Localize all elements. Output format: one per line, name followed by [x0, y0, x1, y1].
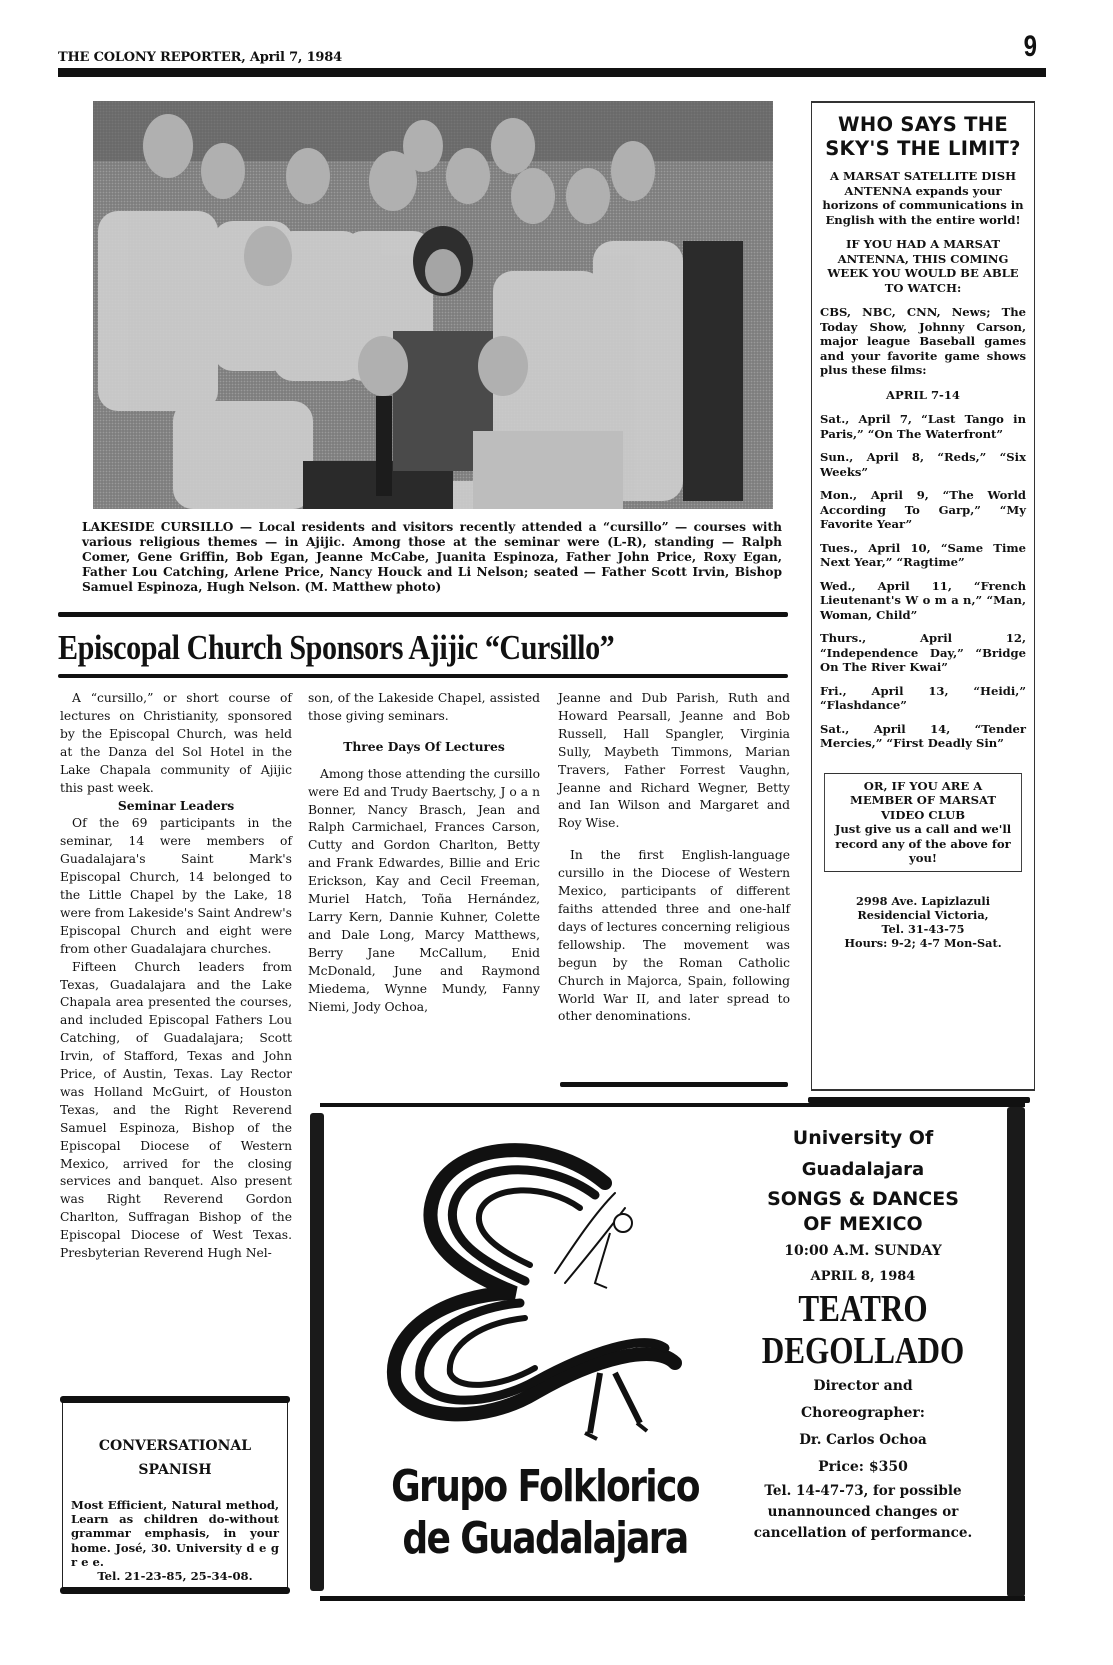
article-paragraph: In the first English-language cursillo in the Diocese of Western Mexico, participants of different faiths attended three and one-half days of lectures concerning religious fellowship. The movement was begun by the Roman Catholic Church in Majorca, Spain, following World War II, and later spread to other denominations. — [558, 848, 790, 1024]
marsat-address-line: 2998 Ave. Lapizlazuli — [856, 893, 990, 908]
marsat-pitch: IF YOU HAD A MARSAT ANTENNA, THIS COMING WEEK YOU WOULD BE ABLE TO WATCH: — [827, 237, 1019, 295]
film-listing: Mon., April 9, “The World According To Garp,” “My Favorite Year” — [820, 488, 1026, 531]
ad-date: APRIL 8, 1984 — [810, 1269, 916, 1284]
masthead-title: THE COLONY REPORTER, April 7, 1984 — [58, 50, 342, 65]
film-listing: Fri., April 13, “Heidi,” “Flashdance” — [820, 683, 1026, 712]
film-listing: Wed., April 11, “French Lieutenant's W o m a n,” “Man, Woman, Child” — [820, 578, 1026, 622]
spanish-ad-phone: Tel. 21-23-85, 25-34-08. — [97, 1569, 253, 1584]
video-club-text: Just give us a call and we'll record any of the above for you! — [834, 822, 1012, 865]
marsat-address-line: Residencial Victoria, — [857, 907, 989, 922]
spanish-ad-text: Most Efficient, Natural method, Learn as children do-without grammar emphasis, in your home. José, 30. University d e g r e e. — [71, 1498, 279, 1569]
headline-rule — [58, 674, 788, 678]
article-column-3 — [558, 690, 790, 1026]
ad-line: SONGS & DANCES — [767, 1188, 959, 1210]
ad-venue: TEATRO — [798, 1288, 928, 1330]
film-listing: Sun., April 8, “Reds,” “Six Weeks” — [820, 450, 1026, 479]
folklorico-ad — [305, 1103, 1045, 1601]
ad-border-bottom — [320, 1596, 1025, 1601]
ad-border-top — [320, 1103, 1025, 1107]
video-club-box — [824, 773, 1022, 872]
article-paragraph: Among those attending the cursillo were Ed and Trudy Baertschy, J o a n Bonner, Nancy Brasch, Jean and Ralph Carmichael, Frances Carson, Cutty and Gordon Charlton, Betty and Frank Edwardes, Billie and Eric Erickson, Kay and Cecil Freeman, Muriel Hatch, Toña Hernández, Larry Kern, Dannie Kuhner, Colette and Dale Long, Marcy Matthews, Berry Jane McCallum, Enid McDonald, June and Raymond Miedema, Wynne Mundy, Fanny Niemi, Jody Ochoa, — [308, 766, 540, 1014]
spanish-ad-title: CONVERSATIONAL SPANISH — [98, 1438, 252, 1478]
group-photo-image — [93, 101, 773, 509]
ad-director: Dr. Carlos Ochoa — [799, 1432, 927, 1448]
marsat-hours: Hours: 9-2; 4-7 Mon-Sat. — [844, 935, 1002, 950]
logo-line: Grupo Folklorico — [391, 1461, 699, 1512]
ad-line: Guadalajara — [801, 1159, 925, 1180]
logo-line: de Guadalajara — [402, 1513, 688, 1564]
spanish-ad-body — [71, 1498, 279, 1583]
ad-line: cancellation of performance. — [753, 1525, 973, 1541]
ad-border-top — [60, 1396, 290, 1403]
marsat-date-range: APRIL 7-14 — [886, 387, 960, 402]
marsat-ad — [811, 101, 1035, 1091]
ad-time: 10:00 A.M. SUNDAY — [784, 1243, 942, 1259]
ad-line: unannounced changes or — [767, 1504, 959, 1520]
column-end-rule — [560, 1082, 788, 1087]
ad-line: Choreographer: — [801, 1405, 925, 1421]
ad-venue: DEGOLLADO — [761, 1330, 965, 1372]
film-listing: Tues., April 10, “Same Time Next Year,” “Ragtime” — [820, 540, 1026, 569]
ad-border-left — [310, 1113, 324, 1591]
article-column-2 — [308, 690, 540, 1016]
article-subhead: Three Days Of Lectures — [343, 738, 505, 754]
article-paragraph: Jeanne and Dub Parish, Ruth and Howard Pearsall, Jeanne and Bob Russell, Hall Spangler, Virginia Sully, Maybeth Timmons, Marian Travers, Father Forrest Vaughn, Jeanne and Richard Wegner, Betty and Ian Wilson and Margaret and Roy Wise. — [558, 691, 790, 831]
ad-border-bottom — [60, 1587, 290, 1594]
article-paragraph: Of the 69 participants in the seminar, 14 were members of Guadalajara's Saint Mark's Episcopal Church, 14 belonged to the Little Chapel by the Lake, 18 were from Lakeside's Saint Andrew's Episcopal Church and eight were from other Guadalajara churches. — [60, 816, 292, 956]
ad-phone: Tel. 14-47-73, for possible — [764, 1483, 962, 1499]
marsat-phone: Tel. 31-43-75 — [881, 921, 965, 936]
article-subhead: Seminar Leaders — [117, 798, 235, 814]
article-paragraph: son, of the Lakeside Chapel, assisted those giving seminars. — [308, 691, 540, 723]
film-listing: Thurs., April 12, “Independence Day,” “Bridge On The River Kwai” — [820, 631, 1026, 674]
dancer-illustration — [375, 1123, 715, 1463]
ad-price: Price: $350 — [818, 1459, 908, 1475]
article-paragraph: Fifteen Church leaders from Texas, Guadalajara and the Lake Chapala area presented the courses, and included Episcopal Fathers Lou Catching, of Guadalajara; Scott Irvin, of Stafford, Texas and John Price, of Austin, Texas. Lay Rector was Holland McGuirt, of Houston Texas, and the Right Reverend Samuel Espinoza, Bishop of the Episcopal Diocese of Western Mexico, arrived for the closing services and banquet. Also present was Right Reverend Gordon Charlton, Suffragan Bishop of the Episcopal Diocese of West Texas. Presbyterian Reverend Hugh Nel- — [60, 959, 292, 1261]
video-club-title: OR, IF YOU ARE A MEMBER OF MARSAT VIDEO CLUB — [849, 778, 996, 822]
group-photo — [93, 101, 773, 509]
marsat-headline: WHO SAYS THE SKY'S THE LIMIT? — [825, 113, 1021, 160]
article-paragraph: A “cursillo,” or short course of lectures on Christianity, sponsored by the Episcopal Church, was held at the Danza del Sol Hotel in the Lake Chapala community of Ajijic this past week. — [60, 691, 292, 795]
article-headline: Episcopal Church Sponsors Ajijic “Cursillo” — [58, 628, 615, 667]
ad-line: University Of — [792, 1127, 934, 1149]
masthead-rule — [58, 68, 1046, 77]
folklorico-ad-text — [713, 1123, 1013, 1544]
marsat-intro: A MARSAT SATELLITE DISH ANTENNA expands your horizons of communications in English with the entire world! — [822, 169, 1024, 227]
article-column-1 — [60, 690, 292, 1263]
ad-line: OF MEXICO — [803, 1213, 923, 1235]
film-listing: Sat., April 14, “Tender Mercies,” “First Deadly Sin” — [820, 721, 1026, 750]
ad-line: Director and — [813, 1378, 913, 1394]
photo-caption: LAKESIDE CURSILLO — Local residents and visitors recently attended a “cursillo” — courses with various religious themes — in Ajijic. Among those at the seminar were (L-R), standing — Ralph Comer, Gene Griffin, Bob Egan, Jeanne McCabe, Juanita Espinoza, Father John Price, Roxy Egan, Father Lou Catching, Arlene Price, Nancy Houck and Li Nelson; seated — Father Scott Irvin, Bishop Samuel Espinoza, Hugh Nelson. (M. Matthew photo) — [82, 520, 782, 594]
marsat-channels: CBS, NBC, CNN, News; The Today Show, Johnny Carson, major league Baseball games and your favorite game shows plus these films: — [820, 305, 1026, 377]
page-number: 9 — [1023, 30, 1038, 63]
spanish-ad — [62, 1400, 288, 1590]
caption-rule — [58, 612, 788, 617]
film-listing: Sat., April 7, “Last Tango in Paris,” “On The Waterfront” — [820, 412, 1026, 441]
folklorico-logo-text — [381, 1461, 709, 1565]
